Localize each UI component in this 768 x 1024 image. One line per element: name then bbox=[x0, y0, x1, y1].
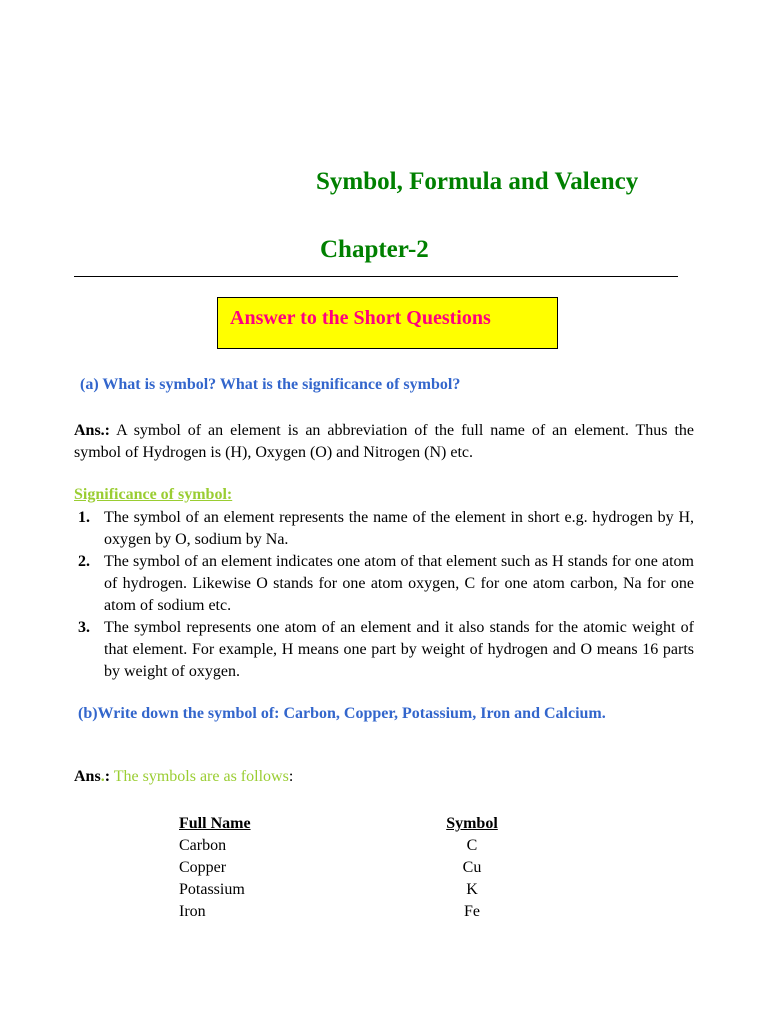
list-item bbox=[74, 551, 694, 617]
list-item-number: 2. bbox=[78, 553, 90, 570]
answer-a-text: A symbol of an element is an abbreviation of the full name of an element. Thus the symbol of Hydrogen is (H), Oxygen (O) and Nitrogen (N) etc. bbox=[74, 422, 694, 461]
section-banner bbox=[217, 297, 558, 349]
list-item-text: The symbol of an element indicates one atom of that element such as H stands for one atom of hydrogen. Likewise O stands for one atom oxygen, C for one atom carbon, Na for one atom of sodium etc. bbox=[104, 553, 694, 614]
list-item bbox=[74, 617, 694, 683]
element-name: Copper bbox=[179, 859, 227, 876]
column-header-full-name: Full Name bbox=[179, 815, 251, 832]
significance-heading: Significance of symbol: bbox=[74, 486, 233, 503]
element-symbol: C bbox=[466, 837, 478, 854]
answer-a bbox=[74, 420, 694, 464]
answer-b-text: The symbols are as follows bbox=[110, 768, 289, 785]
document-title: Symbol, Formula and Valency bbox=[316, 168, 639, 195]
column-header-symbol: Symbol bbox=[446, 815, 498, 832]
element-symbol: K bbox=[466, 881, 478, 898]
element-name: Potassium bbox=[179, 881, 245, 898]
element-name: Carbon bbox=[179, 837, 227, 854]
list-item bbox=[74, 507, 694, 551]
question-b: (b)Write down the symbol of: Carbon, Copper, Potassium, Iron and Calcium. bbox=[78, 705, 606, 722]
answer-b-end: : bbox=[288, 768, 294, 785]
list-item-text: The symbol of an element represents the name of the element in short e.g. hydrogen by H, oxygen by O, sodium by Na. bbox=[104, 509, 694, 548]
element-symbol: Fe bbox=[464, 903, 480, 920]
horizontal-rule bbox=[74, 276, 678, 277]
question-a: (a) What is symbol? What is the significance of symbol? bbox=[80, 376, 461, 393]
chapter-heading: Chapter-2 bbox=[320, 236, 429, 263]
answer-b-colon: : bbox=[104, 768, 111, 785]
list-item-text: The symbol represents one atom of an element and it also stands for the atomic weight of that element. For example, H means one part by weight of hydrogen and O means 16 parts by weight of oxygen. bbox=[104, 619, 694, 680]
answer-a-label: Ans.: bbox=[74, 422, 111, 439]
significance-list bbox=[74, 507, 694, 683]
element-name: Iron bbox=[179, 903, 206, 920]
list-item-number: 3. bbox=[78, 619, 90, 636]
list-item-number: 1. bbox=[78, 509, 90, 526]
element-symbol: Cu bbox=[462, 859, 482, 876]
answer-b-label: Ans bbox=[74, 768, 101, 785]
answer-b-dot: . bbox=[100, 768, 105, 785]
section-banner-label: Answer to the Short Questions bbox=[230, 307, 491, 329]
answer-b bbox=[74, 768, 293, 786]
